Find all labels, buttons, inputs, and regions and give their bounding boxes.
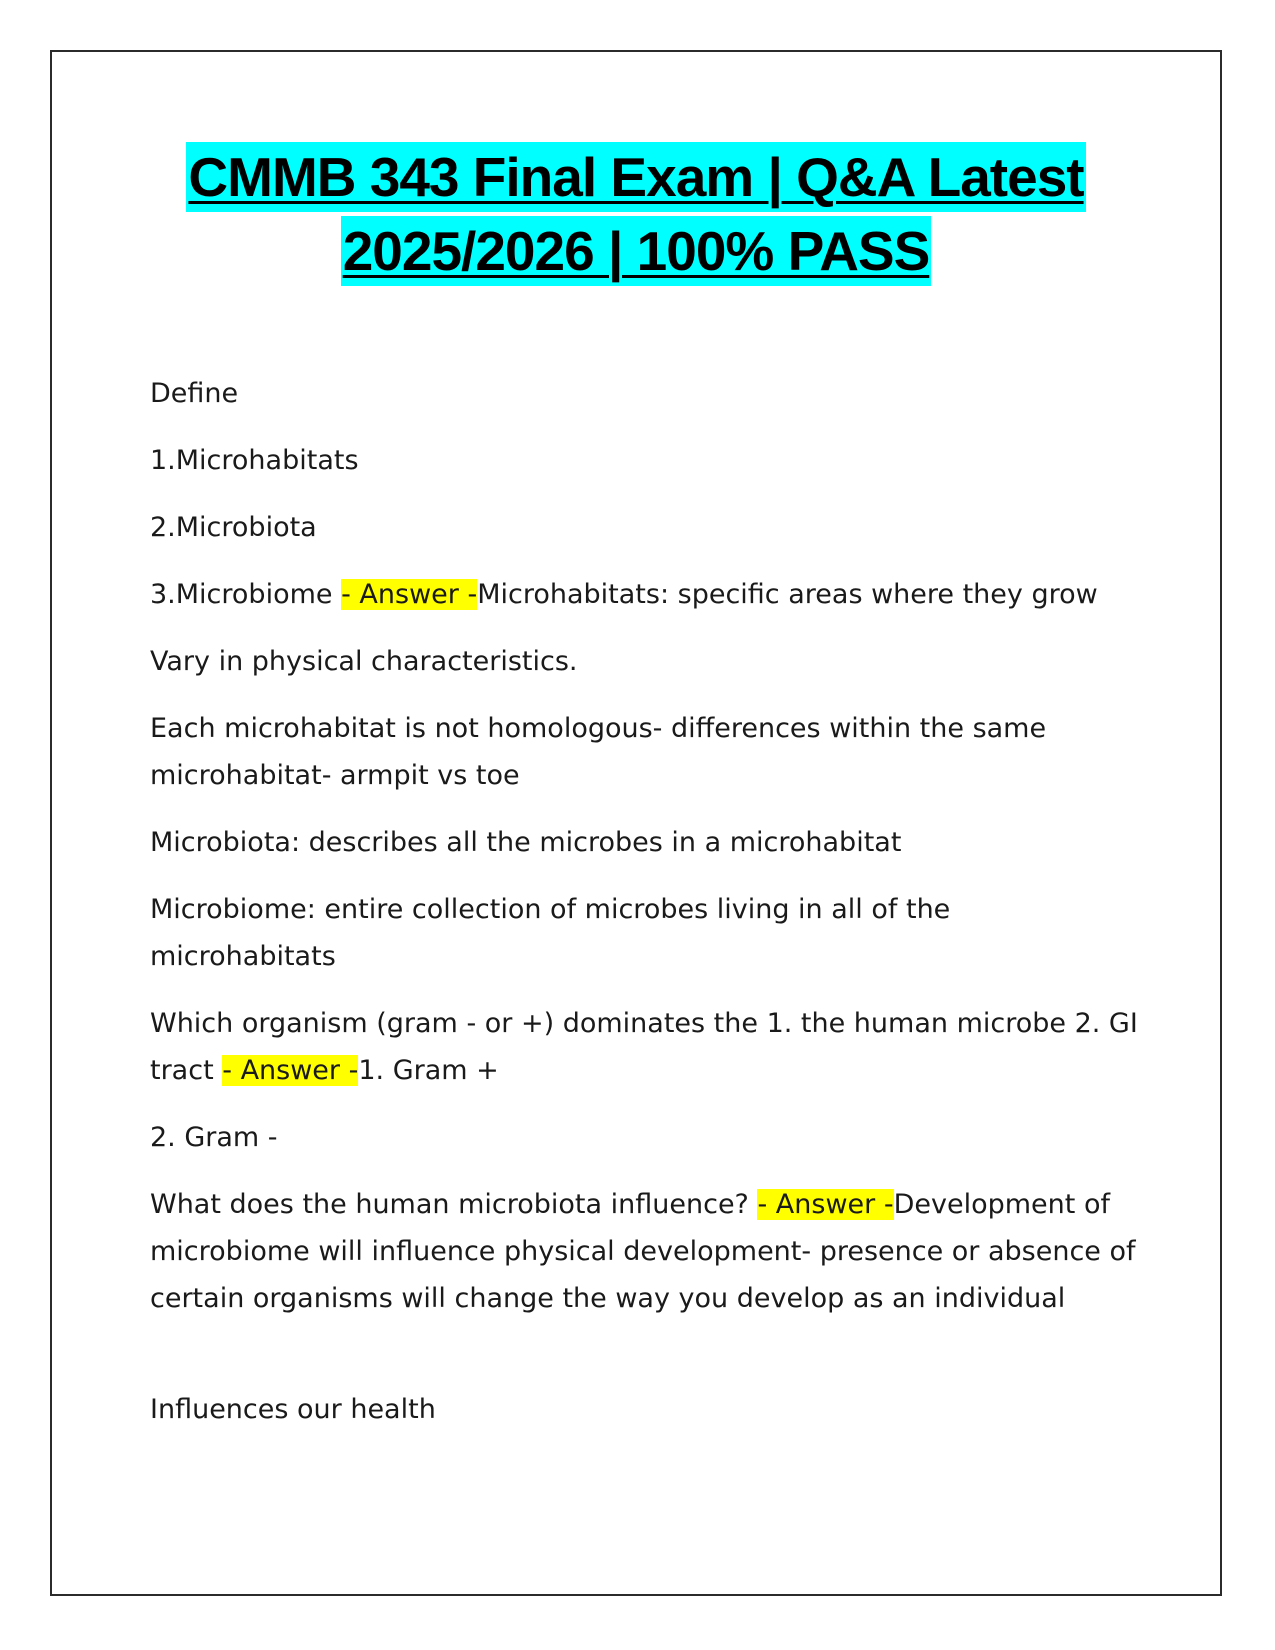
question-text: What does the human microbiota influence? [150,1189,758,1220]
paragraph-microbiome-def: Microbiome: entire collection of microbes living in all of the microhabitats [150,894,951,972]
paragraph-health: Influences our health [150,1394,436,1425]
paragraph-define: Define [150,378,239,409]
paragraph-physical: Vary in physical characteristics. [150,646,578,677]
answer-text: Development of microbiome will influence physical development- presence or absence of certain organisms will change the way you develop as an individual [150,1189,1136,1314]
question-text: 3.Microbiome [150,579,342,610]
qa-influence [150,1181,1140,1322]
answer-marker: - Answer - [341,579,478,610]
answer-marker: - Answer - [757,1189,894,1220]
title-line-1: CMMB 343 Final Exam | Q&A Latest [186,142,1085,212]
document-body [150,370,1140,1453]
question-text: Which organism (gram - or +) dominates the 1. the human microbe 2. GI tract [150,1008,1138,1086]
paragraph-homologous: Each microhabitat is not homologous- differences within the same microhabitat- armpit vs toe [150,713,1047,791]
paragraph-microbiota: 2.Microbiota [150,512,317,543]
answer-text: Microhabitats: specific areas where they grow [477,579,1098,610]
paragraph-microbiota-def: Microbiota: describes all the microbes in a microhabitat [150,827,902,858]
paragraph-gram-negative: 2. Gram - [150,1122,278,1153]
qa-gram [150,1000,1140,1094]
answer-text: 1. Gram + [358,1055,499,1086]
paragraph-microhabitats: 1.Microhabitats [150,445,359,476]
qa-microbiome [150,571,1140,618]
answer-marker: - Answer - [222,1055,359,1086]
title-line-2: 2025/2026 | 100% PASS [341,216,932,286]
document-title [50,142,1222,286]
